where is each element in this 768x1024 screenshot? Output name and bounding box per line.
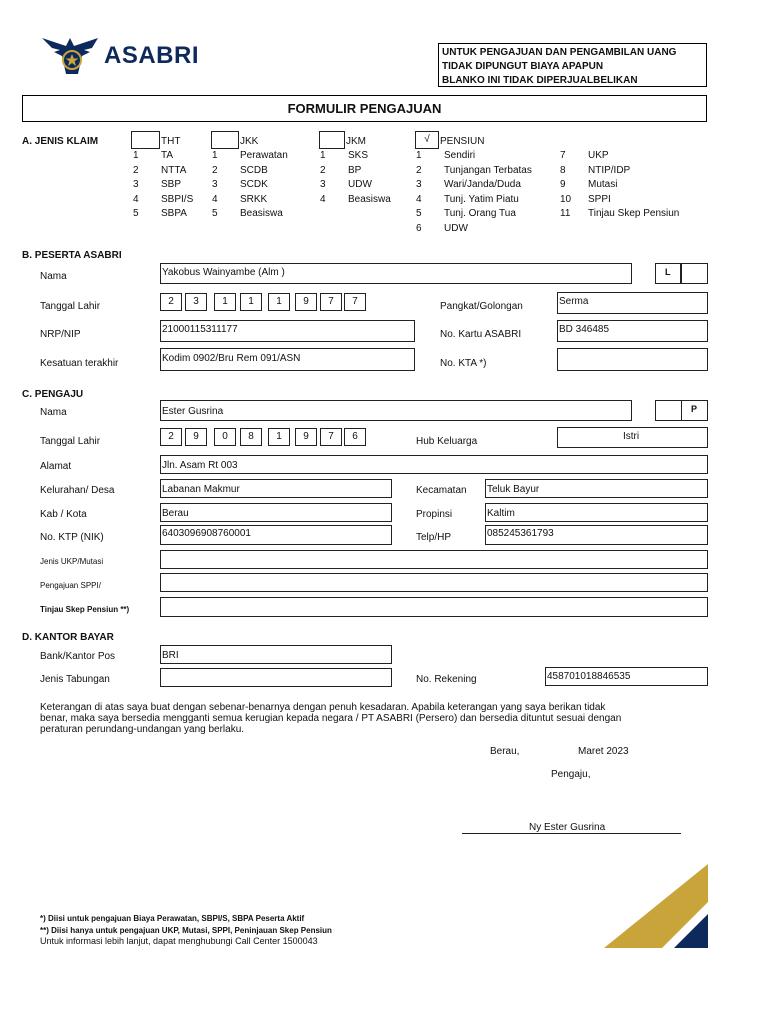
ukp-field[interactable] <box>160 550 708 569</box>
hub-field[interactable] <box>557 427 708 448</box>
pangkat-value: Serma <box>559 296 589 307</box>
nrp-value: 21000115311177 <box>162 324 238 335</box>
pengaju-gender-value: P <box>691 404 698 414</box>
pengaju-nama-value: Ester Gusrina <box>162 406 224 417</box>
pengaju-nama-label: Nama <box>40 407 67 418</box>
pengaju-nama-field[interactable] <box>160 400 632 421</box>
ktp-field[interactable] <box>160 525 392 545</box>
list-item: 5 SBPA <box>133 208 187 219</box>
list-item: 7 UKP <box>560 150 609 161</box>
propinsi-field[interactable] <box>485 503 708 522</box>
section-a-label: A. JENIS KLAIM <box>22 136 99 147</box>
peserta-nama-label: Nama <box>40 271 67 282</box>
kelurahan-field[interactable] <box>160 479 392 498</box>
kecamatan-field[interactable] <box>485 479 708 498</box>
pensiun-extra-items <box>560 149 679 222</box>
peserta-tgl-label: Tanggal Lahir <box>40 301 101 312</box>
section-d-label: D. KANTOR BAYAR <box>22 632 114 643</box>
statement-line-3: peraturan perundang-undangan yang berlaku. <box>40 724 245 735</box>
tinjau-field[interactable] <box>160 597 708 617</box>
bank-value: BRI <box>162 650 179 661</box>
telp-value: 085245361793 <box>487 528 554 539</box>
list-item: 10 SPPI <box>560 193 611 205</box>
tht-label: THT <box>161 136 181 147</box>
list-item: 2 BP <box>320 164 362 176</box>
kecamatan-label: Kecamatan <box>416 485 467 496</box>
list-item: 6 UDW <box>416 222 468 234</box>
corner-stripes-icon <box>604 856 708 948</box>
list-item: 4 SRKK <box>212 193 268 205</box>
date-digit[interactable]: 1 <box>268 428 290 446</box>
sppi-field[interactable] <box>160 573 708 592</box>
pengaju-gender-blank[interactable] <box>655 400 682 421</box>
kta-label: No. KTA *) <box>440 358 487 369</box>
list-item: 2 SCDB <box>212 164 268 176</box>
notice-line-3: BLANKO INI TIDAK DIPERJUALBELIKAN <box>442 75 638 86</box>
hub-value: Istri <box>623 431 640 442</box>
date-digit[interactable]: 9 <box>295 293 317 311</box>
date-digit[interactable]: 6 <box>344 428 366 446</box>
telp-label: Telp/HP <box>416 532 452 543</box>
nrp-field[interactable] <box>160 320 415 342</box>
rekening-value: 458701018846535 <box>547 671 631 682</box>
list-item: 1 TA <box>133 150 174 161</box>
section-c-label: C. PENGAJU <box>22 389 84 400</box>
alamat-label: Alamat <box>40 461 72 472</box>
kab-label: Kab / Kota <box>40 509 87 520</box>
footnote-3: Untuk informasi lebih lanjut, dapat menghubungi Call Center 1500043 <box>40 936 318 946</box>
bank-field[interactable] <box>160 645 392 664</box>
kartu-label: No. Kartu ASABRI <box>440 329 522 340</box>
section-b-label: B. PESERTA ASABRI <box>22 250 122 261</box>
form-title-box <box>22 95 707 122</box>
peserta-gender-value: L <box>665 267 671 277</box>
ukp-label: Jenis UKP/Mutasi <box>40 557 104 566</box>
propinsi-value: Kaltim <box>487 508 515 519</box>
date-digit[interactable]: 9 <box>295 428 317 446</box>
list-item: 8 NTIP/IDP <box>560 164 631 176</box>
list-item: 3 Wari/Janda/Duda <box>416 179 521 190</box>
pensiun-items <box>416 149 532 236</box>
alamat-value: Jln. Asam Rt 003 <box>162 460 238 471</box>
kartu-field[interactable] <box>557 320 708 342</box>
statement-line-1: Keterangan di atas saya buat dengan sebenar-benarnya dengan penuh kesadaran. Apabila keterangan yang saya berikan tidak <box>40 702 606 713</box>
tht-checkbox[interactable] <box>131 131 160 149</box>
pangkat-label: Pangkat/Golongan <box>440 301 523 312</box>
jkm-label: JKM <box>346 136 366 147</box>
sppi-label: Pengajuan SPPI/ <box>40 581 101 590</box>
statement-line-2: benar, maka saya bersedia mengganti semua kerugian kepada negara / PT ASABRI (Persero) dan bersedia dituntut sesuai dengan <box>40 713 622 724</box>
pangkat-field[interactable] <box>557 292 708 314</box>
signer-role: Pengaju, <box>551 769 591 780</box>
kartu-value: BD 346485 <box>559 324 610 335</box>
date-digit[interactable]: 1 <box>214 293 236 311</box>
date-digit[interactable]: 7 <box>320 428 342 446</box>
notice-line-1: UNTUK PENGAJUAN DAN PENGAMBILAN UANG <box>442 47 677 58</box>
footnote-2: **) Diisi hanya untuk pengajuan UKP, Mutasi, SPPI, Peninjauan Skep Pensiun <box>40 926 332 935</box>
date-digit[interactable]: 0 <box>214 428 236 446</box>
date-digit[interactable]: 2 <box>160 293 182 311</box>
sign-place: Berau, <box>490 746 520 757</box>
logo-text: ASABRI <box>104 42 200 69</box>
date-digit[interactable]: 2 <box>160 428 182 446</box>
pengaju-gender-field[interactable] <box>681 400 708 421</box>
tabungan-label: Jenis Tabungan <box>40 674 110 685</box>
jkk-label: JKK <box>240 136 259 147</box>
list-item: 4 Tunj. Yatim Piatu <box>416 193 519 205</box>
date-digit[interactable]: 7 <box>344 293 366 311</box>
jkm-checkbox[interactable] <box>319 131 345 149</box>
peserta-gender-field[interactable] <box>655 263 681 284</box>
kesatuan-value: Kodim 0902/Bru Rem 091/ASN <box>162 353 301 364</box>
kesatuan-label: Kesatuan terakhir <box>40 358 119 369</box>
kecamatan-value: Teluk Bayur <box>487 484 540 495</box>
pensiun-label: PENSIUN <box>440 136 485 147</box>
nrp-label: NRP/NIP <box>40 329 81 340</box>
kesatuan-field[interactable] <box>160 348 415 371</box>
list-item: 5 Tunj. Orang Tua <box>416 208 516 219</box>
date-digit[interactable]: 1 <box>240 293 262 311</box>
date-digit[interactable]: 9 <box>185 428 207 446</box>
list-item: 4 Beasiswa <box>320 193 391 205</box>
list-item: 1 Sendiri <box>416 150 476 161</box>
list-item: 2 Tunjangan Terbatas <box>416 164 532 176</box>
pengaju-tgl-label: Tanggal Lahir <box>40 436 101 447</box>
rekening-field[interactable] <box>545 667 708 686</box>
bank-label: Bank/Kantor Pos <box>40 651 116 662</box>
hub-label: Hub Keluarga <box>416 436 478 447</box>
alamat-field[interactable] <box>160 455 708 474</box>
date-digit[interactable]: 3 <box>185 293 207 311</box>
kta-field[interactable] <box>557 348 708 371</box>
pensiun-checkbox[interactable]: √ <box>415 131 439 149</box>
tabungan-field[interactable] <box>160 668 392 687</box>
peserta-nama-value: Yakobus Wainyambe (Alm ) <box>162 267 285 278</box>
form-title: FORMULIR PENGAJUAN <box>287 101 442 116</box>
kab-value: Berau <box>162 508 189 519</box>
tht-items <box>133 149 193 222</box>
kelurahan-value: Labanan Makmur <box>162 484 240 495</box>
jkk-checkbox[interactable] <box>211 131 239 149</box>
peserta-nama-field[interactable] <box>160 263 632 284</box>
sign-date: Maret 2023 <box>578 746 629 757</box>
propinsi-label: Propinsi <box>416 509 453 520</box>
telp-field[interactable] <box>485 525 708 545</box>
list-item: 3 SBP <box>133 179 182 190</box>
list-item: 1 Perawatan <box>212 150 288 161</box>
notice-line-2: TIDAK DIPUNGUT BIAYA APAPUN <box>442 61 604 72</box>
list-item: 4 SBPI/S <box>133 193 194 205</box>
eagle-emblem-icon <box>40 34 104 76</box>
tinjau-label: Tinjau Skep Pensiun **) <box>40 605 130 614</box>
signer-name: Ny Ester Gusrina <box>529 822 606 833</box>
signature-line <box>462 833 681 834</box>
peserta-gender-extra[interactable] <box>681 263 708 284</box>
rekening-label: No. Rekening <box>416 674 477 685</box>
kab-field[interactable] <box>160 503 392 522</box>
kelurahan-label: Kelurahan/ Desa <box>40 485 115 496</box>
footnote-1: *) Diisi untuk pengajuan Biaya Perawatan, SBPI/S, SBPA Peserta Aktif <box>40 914 305 923</box>
ktp-value: 6403096908760001 <box>162 528 251 539</box>
list-item: 3 SCDK <box>212 179 268 190</box>
jkm-items <box>320 149 391 207</box>
asabri-logo <box>40 34 210 76</box>
jkk-items <box>212 149 288 222</box>
date-digit[interactable]: 7 <box>320 293 342 311</box>
date-digit[interactable]: 1 <box>268 293 290 311</box>
list-item: 5 Beasiswa <box>212 208 283 219</box>
list-item: 11 Tinjau Skep Pensiun <box>560 208 680 219</box>
list-item: 3 UDW <box>320 179 372 190</box>
notice-box <box>438 43 707 87</box>
date-digit[interactable]: 8 <box>240 428 262 446</box>
list-item: 1 SKS <box>320 150 369 161</box>
list-item: 9 Mutasi <box>560 179 618 190</box>
ktp-label: No. KTP (NIK) <box>40 532 104 543</box>
list-item: 2 NTTA <box>133 164 187 176</box>
